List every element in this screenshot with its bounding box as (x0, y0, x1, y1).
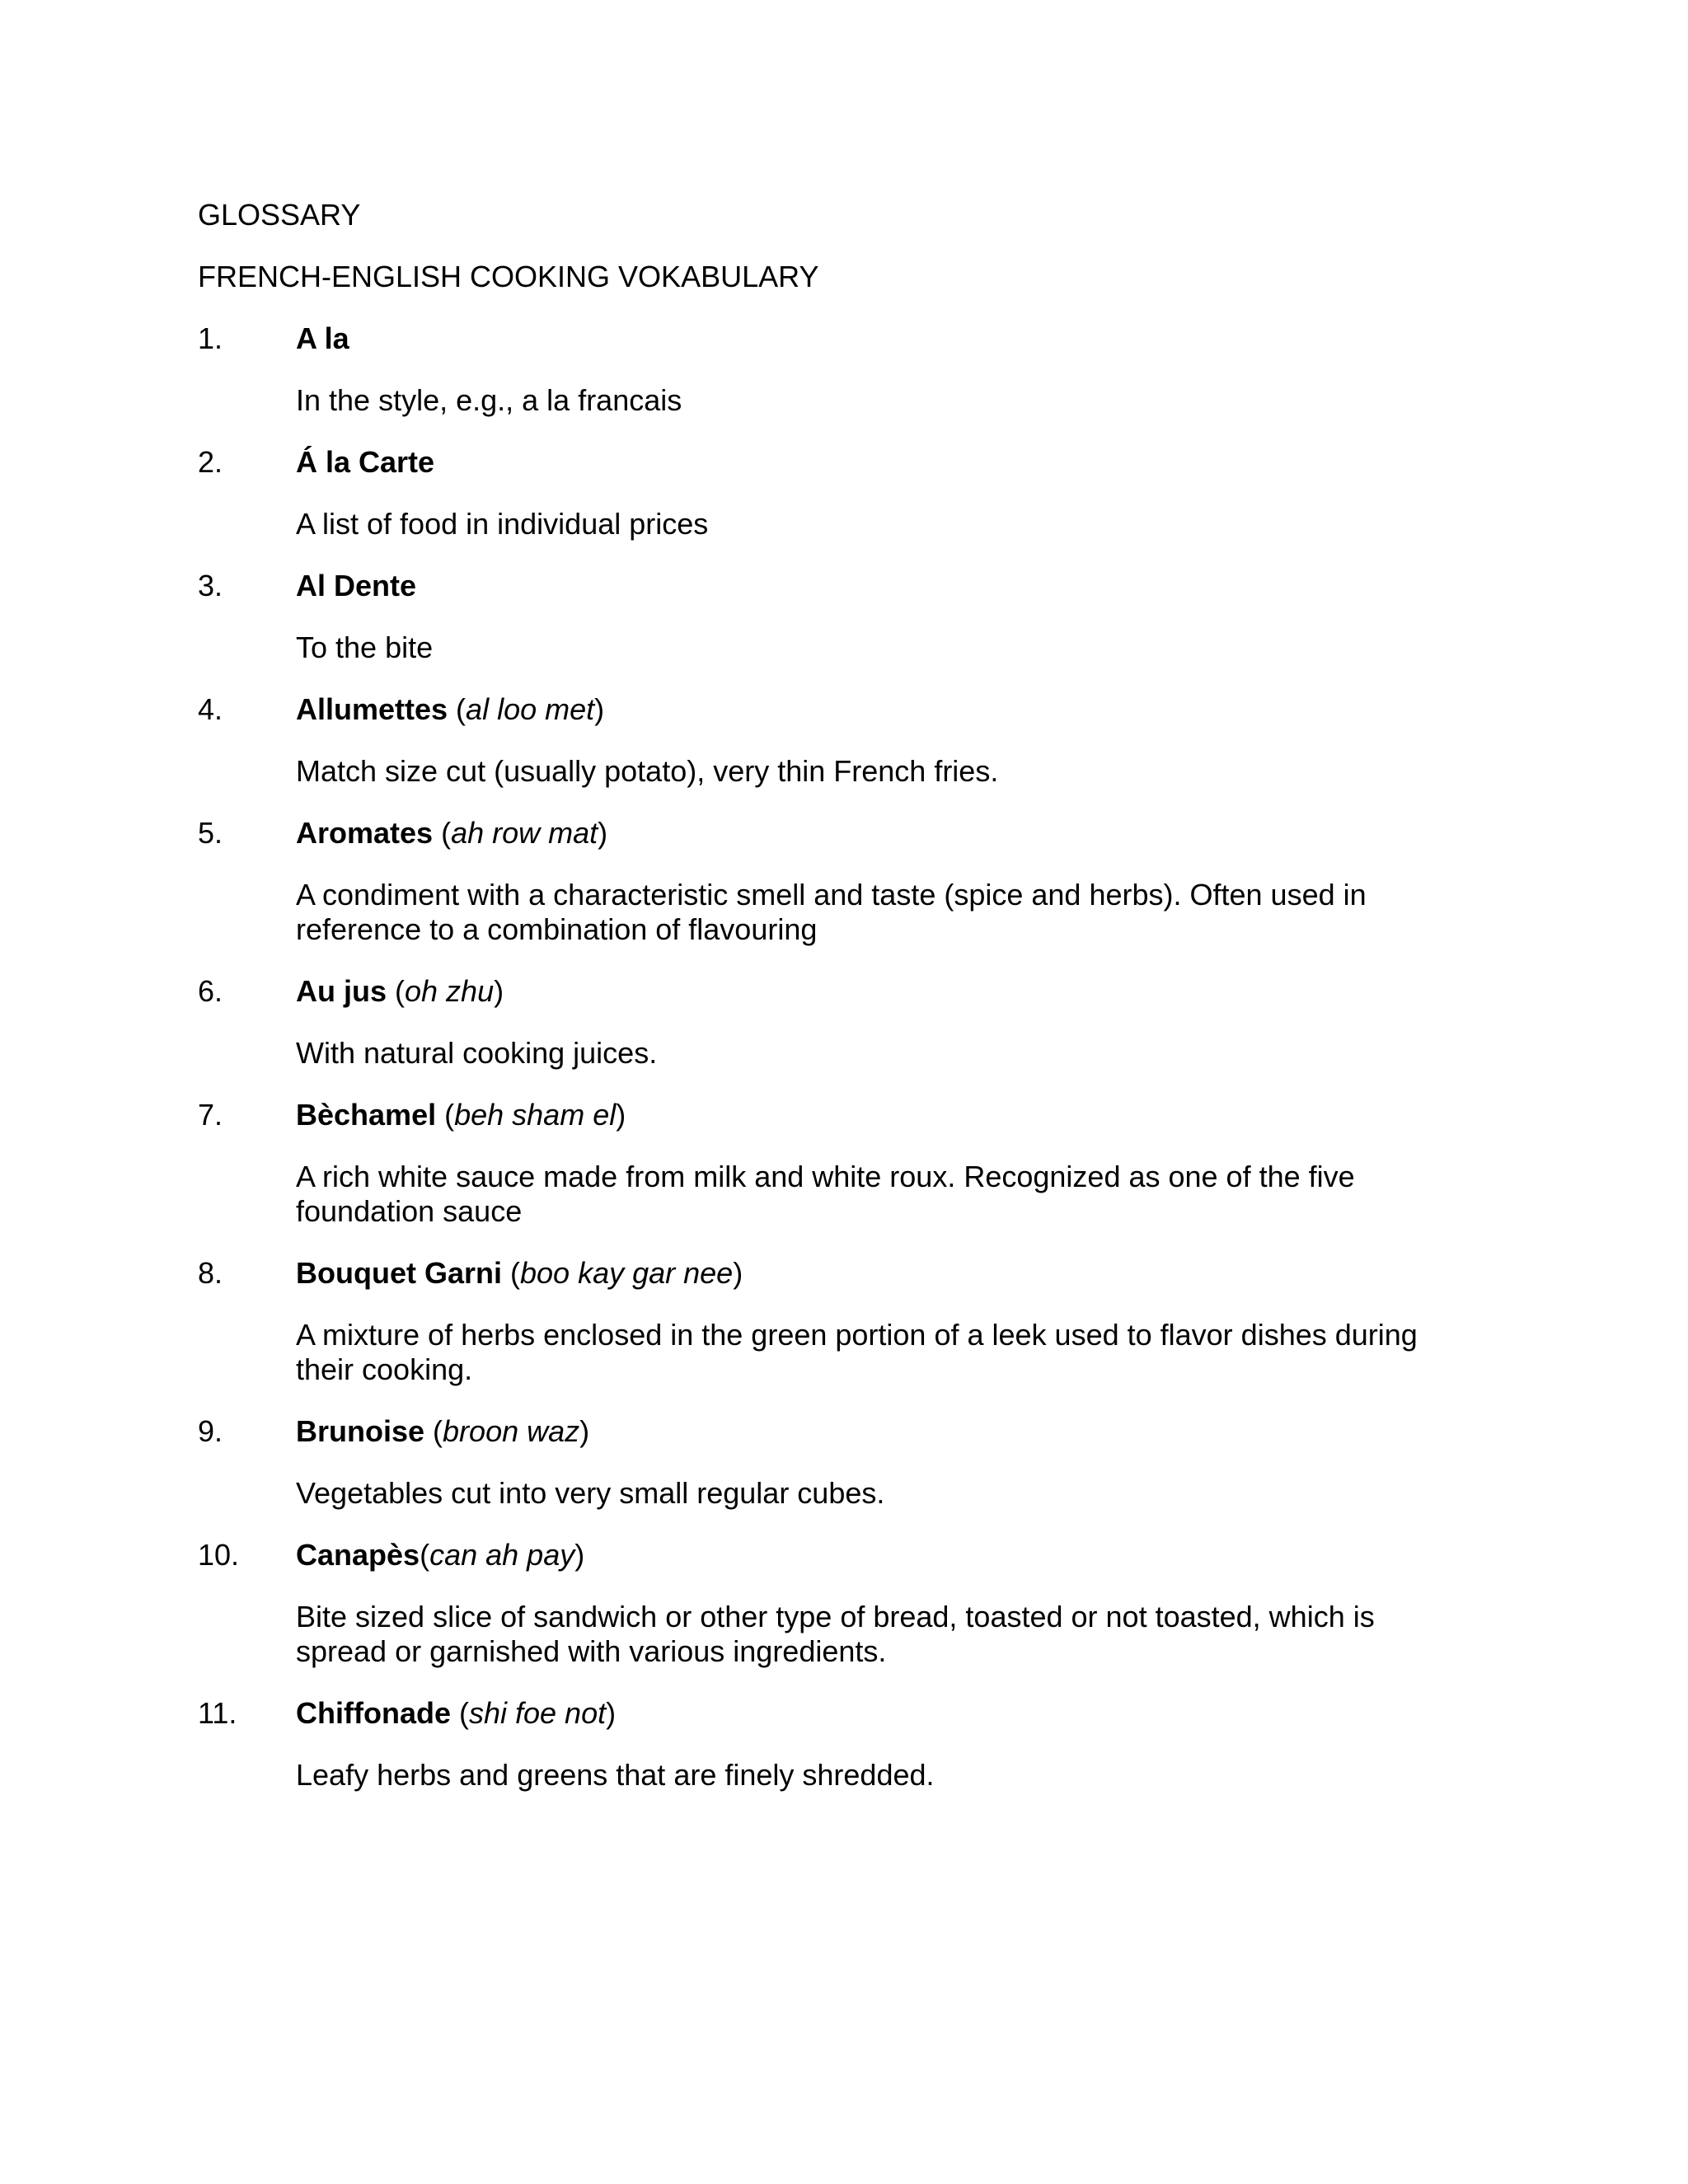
term-pronunciation: broon waz (443, 1414, 580, 1448)
entry-term: Brunoise (broon waz) (296, 1414, 590, 1448)
term-word: Aromates (296, 816, 434, 850)
term-word: Al Dente (296, 569, 417, 602)
entry-definition: A list of food in individual prices (296, 507, 709, 541)
term-word: Canapès (296, 1538, 420, 1572)
entry-term: Allumettes (al loo met) (296, 692, 605, 726)
entry-term: Canapès(can ah pay) (296, 1538, 585, 1572)
entry-definition: A rich white sauce made from milk and white roux. Recognized as one of the five foundation sauce (296, 1160, 1355, 1228)
term-word: Brunoise (296, 1414, 425, 1448)
entry-definition: Vegetables cut into very small regular cubes. (296, 1476, 885, 1510)
entry-definition: Leafy herbs and greens that are finely shredded. (296, 1758, 935, 1792)
term-pronunciation: can ah pay (429, 1538, 575, 1572)
entry-number: 5. (198, 816, 223, 850)
entry-definition: Match size cut (usually potato), very thin French fries. (296, 754, 999, 788)
entry-term: Aromates (ah row mat) (296, 816, 608, 850)
term-word: Au jus (296, 974, 387, 1008)
term-pronunciation: al loo met (466, 692, 595, 726)
entry-number: 3. (198, 569, 223, 602)
term-word: A la (296, 321, 349, 355)
entry-definition: A mixture of herbs enclosed in the green portion of a leek used to flavor dishes during their cooking. (296, 1318, 1418, 1386)
entry-number: 2. (198, 445, 223, 479)
entry-term (296, 445, 434, 480)
term-pronunciation: beh sham el (454, 1098, 617, 1132)
entry-number: 1. (198, 321, 223, 355)
entry-definition: With natural cooking juices. (296, 1036, 658, 1070)
term-word: Bouquet Garni (296, 1256, 502, 1290)
term-word: Chiffonade (296, 1696, 451, 1730)
term-pronunciation: boo kay gar nee (520, 1256, 734, 1290)
entry-number: 7. (198, 1098, 223, 1132)
entry-number: 6. (198, 974, 223, 1008)
entry-definition: Bite sized slice of sandwich or other type of bread, toasted or not toasted, which is spread or garnished with various ingredients. (296, 1600, 1375, 1668)
term-pronunciation: oh zhu (405, 974, 495, 1008)
term-word: Allumettes (296, 692, 448, 726)
page-title: GLOSSARY (198, 198, 361, 232)
entry-term: Bèchamel (beh sham el) (296, 1098, 626, 1132)
entry-number: 8. (198, 1256, 223, 1290)
entry-definition: A condiment with a characteristic smell and taste (spice and herbs). Often used in reference to a combination of flavouring (296, 878, 1367, 946)
term-word: Bèchamel (296, 1098, 437, 1132)
entry-term: Bouquet Garni (boo kay gar nee) (296, 1256, 743, 1290)
entry-definition: To the bite (296, 630, 434, 664)
entry-term (296, 321, 349, 356)
term-pronunciation: ah row mat (451, 816, 598, 850)
entry-number: 10. (198, 1538, 240, 1572)
term-pronunciation: shi foe not (468, 1696, 607, 1730)
entry-definition: In the style, e.g., a la francais (296, 383, 682, 417)
page-subtitle: FRENCH-ENGLISH COOKING VOKABULARY (198, 260, 819, 293)
entry-number: 11. (198, 1696, 237, 1730)
entry-term (296, 569, 416, 603)
entry-number: 4. (198, 692, 223, 726)
term-word: Á la Carte (296, 445, 435, 479)
entry-number: 9. (198, 1414, 223, 1448)
entry-term: Chiffonade (shi foe not) (296, 1696, 617, 1730)
entry-term: Au jus (oh zhu) (296, 974, 504, 1008)
